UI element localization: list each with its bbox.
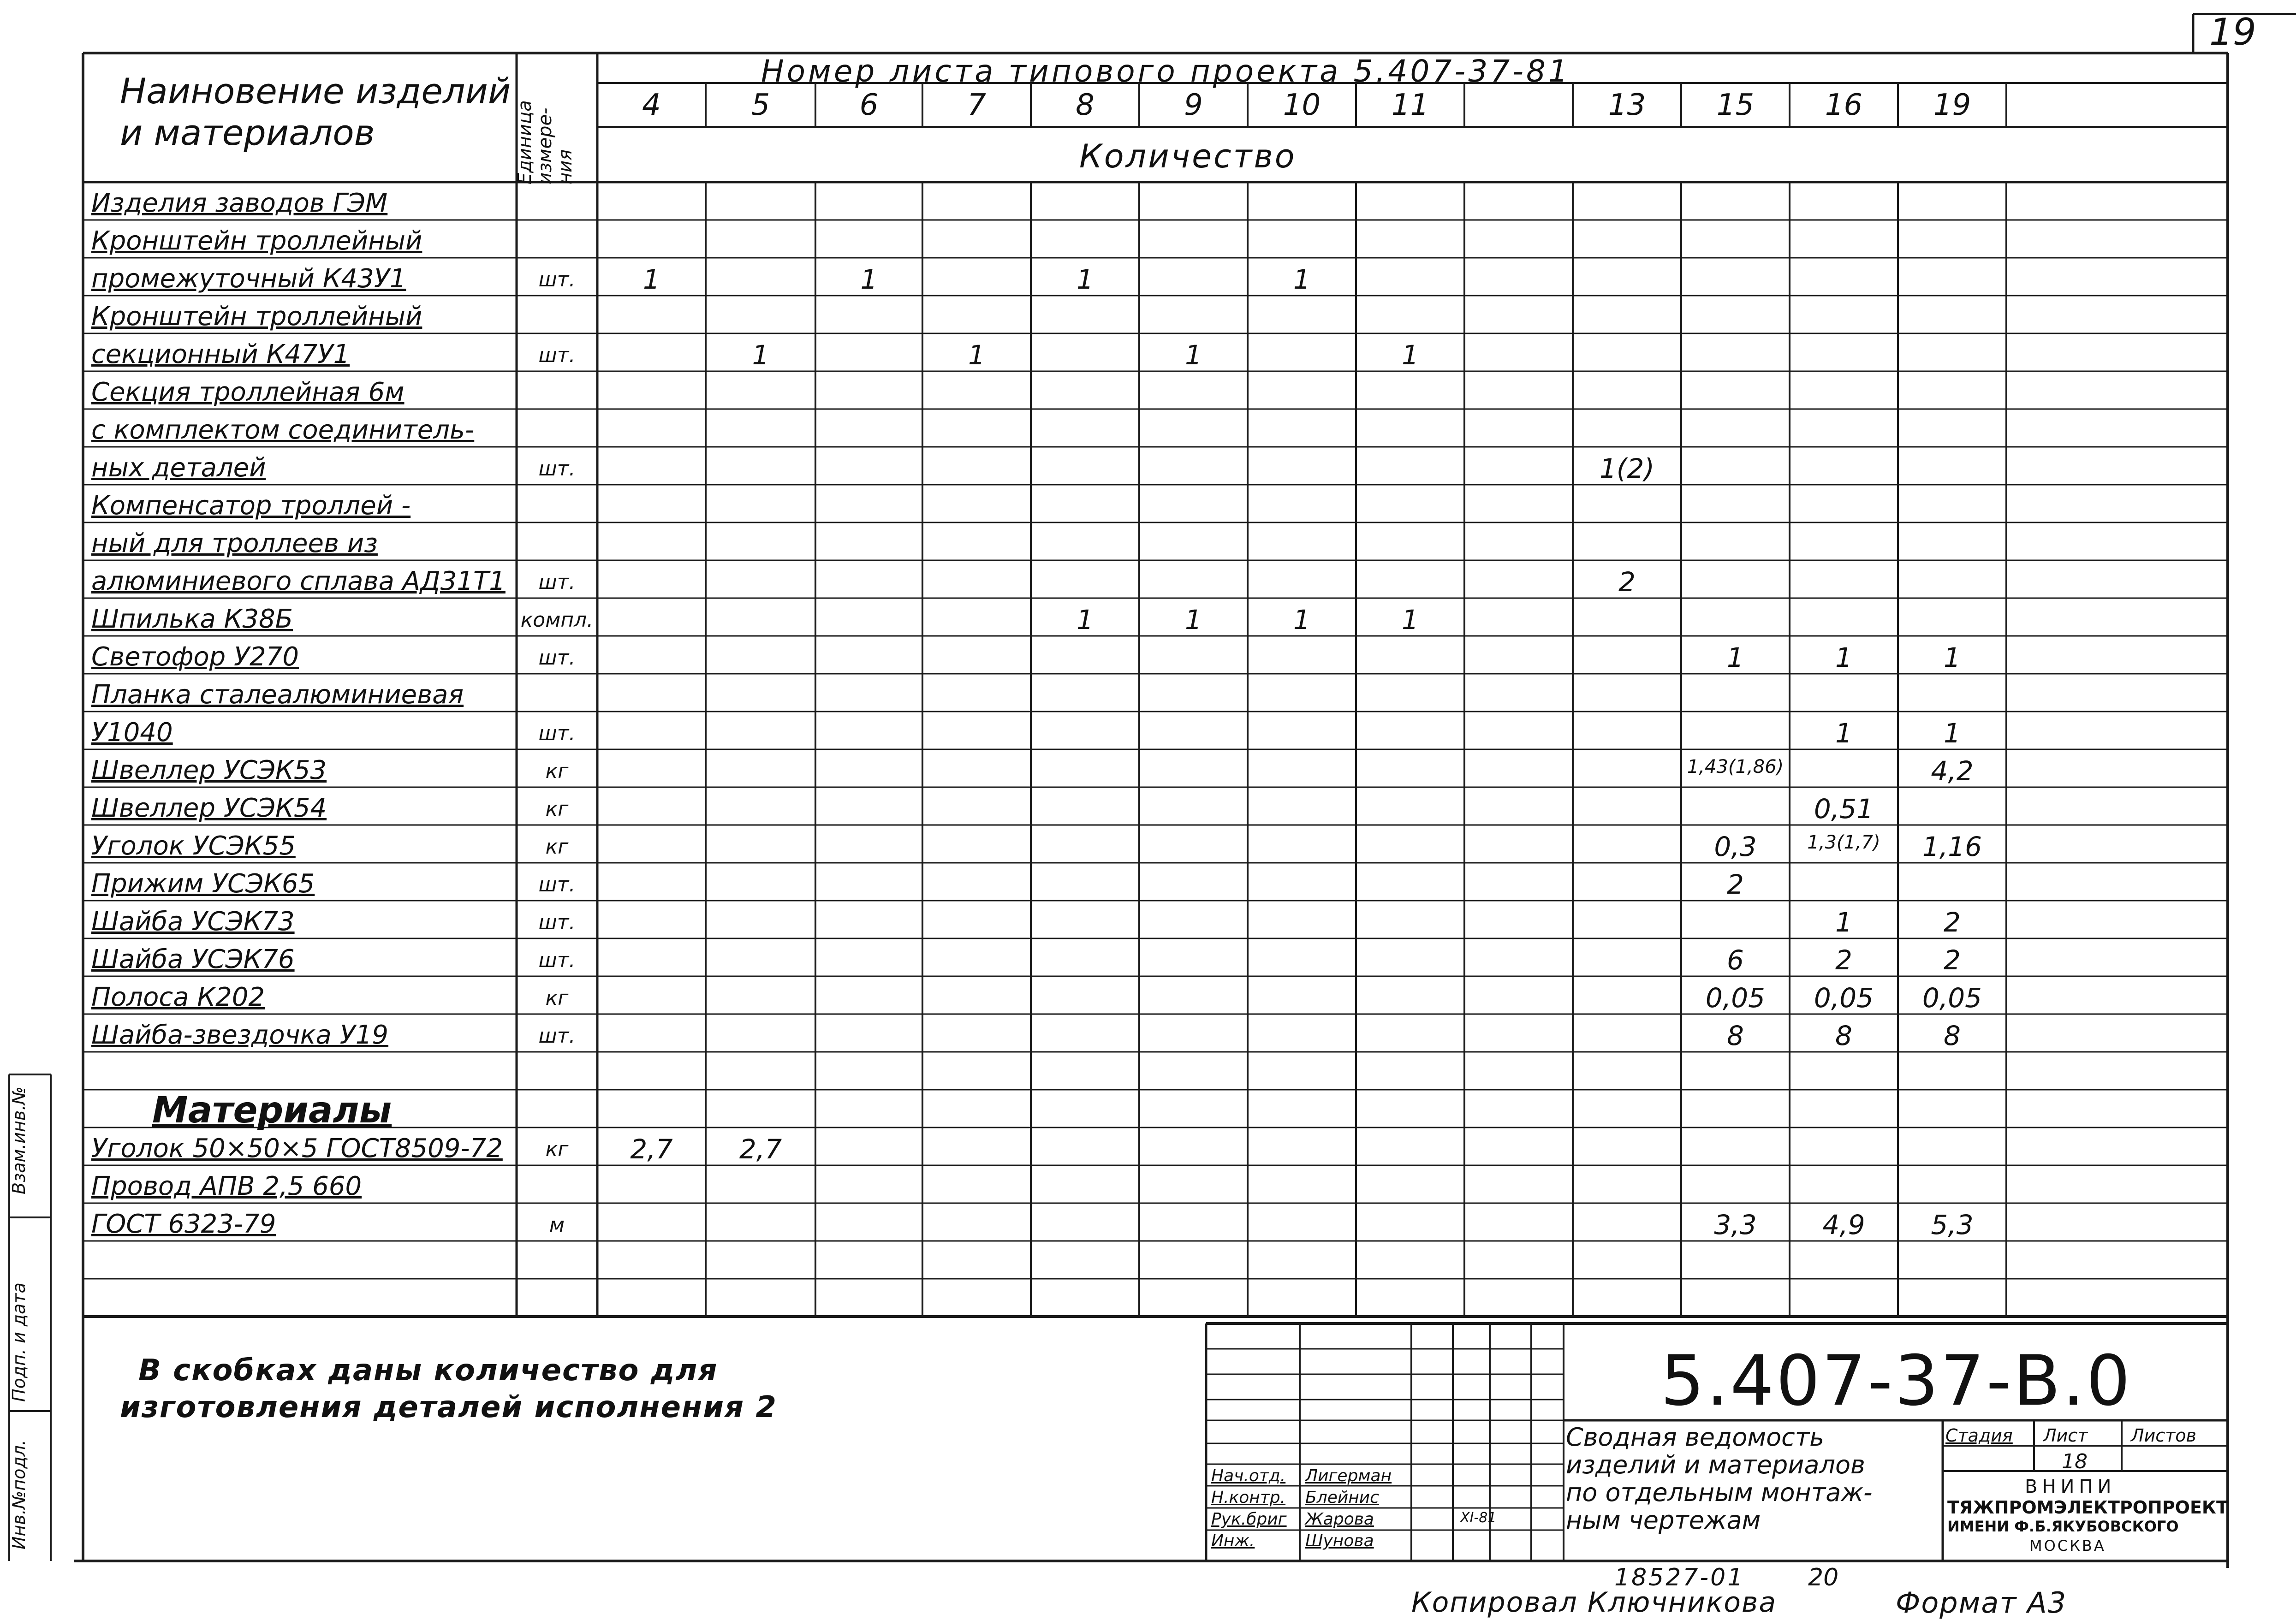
quantity-cell: 1 [1835,907,1852,938]
signer-role: Н.контр. [1211,1488,1286,1507]
item-unit: кг [545,760,569,783]
quantity-cell: 5,3 [1931,1209,1974,1240]
item-unit: м [549,1213,565,1237]
side-stamp-signature-date: Подп. и дата [9,1282,29,1402]
stage-label: Стадия [1945,1425,2013,1446]
quantity-cell: 1 [1077,604,1094,635]
sheet-number-title: Номер листа типового проекта 5.407-37-81 [761,53,1571,89]
doc-title-line-1: Сводная ведомость [1566,1423,1825,1452]
signer-date: XI-81 [1460,1510,1497,1526]
quantity-cell: 1 [1185,339,1202,371]
signer-role: Инж. [1211,1531,1255,1550]
quantity-cell: 1 [1077,264,1094,295]
paper-format: Формат А3 [1896,1586,2067,1620]
signer-name: Блейнис [1305,1488,1379,1507]
quantity-cell: 1 [1402,339,1419,371]
header-unit-line-2: измере- [535,107,556,184]
header-unit-label [516,100,575,184]
item-unit: шт. [538,911,576,934]
item-name: Уголок УСЭК55 [91,831,296,861]
item-unit: шт. [538,344,576,367]
quantity-cell: 1 [752,339,769,371]
document-code: 5.407-37-В.0 [1660,1341,2132,1421]
item-unit: шт. [538,268,576,291]
sheet-number-cell: 13 [1608,88,1646,122]
quantity-cell: 1,43(1,86) [1687,756,1784,777]
sheet-number-cell: 10 [1283,88,1321,122]
quantity-cell: 2 [1835,944,1852,976]
item-unit: кг [545,797,569,821]
item-name: Полоса К202 [91,982,265,1012]
quantity-cell: 1 [1293,604,1310,635]
item-name: с комплектом соединитель- [91,415,475,445]
header-name-line-2: и материалов [120,112,375,153]
quantity-cell: 0,3 [1714,831,1757,862]
sheet-number-cell: 7 [967,88,986,122]
org-line-2: ТЯЖПРОМЭЛЕКТРОПРОЕКТ [1947,1497,2228,1518]
quantity-cell: 8 [1835,1020,1852,1051]
header-unit-line-3: ния [555,149,576,184]
sheet-number-cell: 8 [1076,88,1094,122]
item-name: Светофор У270 [91,642,299,672]
signer-name: Лигерман [1305,1466,1392,1485]
item-name: Шайба УСЭК73 [91,907,295,937]
quantity-cell: 1 [968,339,985,371]
item-name: Кронштейн троллейный [91,302,422,332]
sheet-number-cell: 9 [1184,88,1203,122]
item-unit: кг [545,1138,569,1161]
quantity-cell: 1 [1293,264,1310,295]
sheets-label: Листов [2131,1425,2196,1446]
item-unit: шт. [538,722,576,745]
quantity-cell: 0,05 [1705,982,1766,1014]
item-unit: шт. [538,646,576,670]
quantity-cell: 1(2) [1599,453,1655,484]
side-stamp-original-inv: Инв.№подл. [9,1439,29,1549]
item-name: Шпилька К38Б [91,604,293,634]
item-unit: шт. [538,1024,576,1048]
quantity-cell: 1,16 [1922,831,1982,862]
signer-role: Нач.отд. [1211,1466,1286,1485]
quantity-cell: 1 [1835,718,1852,749]
quantity-cell: 8 [1944,1020,1961,1051]
item-name: ГОСТ 6323-79 [91,1209,276,1239]
quantity-cell: 4,9 [1822,1209,1865,1240]
item-name: Провод АПВ 2,5 660 [91,1171,362,1201]
page-number: 19 [2209,11,2256,53]
quantity-cell: 1,3(1,7) [1807,832,1880,853]
quantity-cell: 6 [1727,944,1744,976]
sheet-number-cell: 4 [642,88,661,122]
doc-title-line-2: изделий и материалов [1566,1450,1865,1479]
quantity-cell: 4,2 [1931,755,1974,787]
item-unit: компл. [520,608,594,632]
quantity-cell: 1 [1944,642,1961,673]
item-name: ных деталей [91,453,266,483]
sheet-number-cell: 16 [1825,88,1863,122]
quantity-cell: 2,7 [630,1133,673,1165]
item-name: Швеллер УСЭК54 [91,793,327,823]
item-unit: шт. [538,949,576,972]
org-line-1: ВНИПИ [2025,1476,2116,1497]
side-stamp-replacement: Взам.инв.№ [9,1086,29,1194]
quantity-label: Количество [1079,137,1297,175]
quantity-cell: 1 [1185,604,1202,635]
section-heading: Материалы [152,1090,392,1131]
quantity-cell: 8 [1727,1020,1744,1051]
item-name: Шайба-звездочка У19 [91,1020,389,1050]
signer-role: Рук.бриг [1211,1510,1287,1529]
quantity-cell: 1 [1402,604,1419,635]
note-line-2: изготовления деталей исполнения 2 [120,1390,777,1424]
archive-sheet: 20 [1808,1564,1839,1591]
quantity-cell: 1 [1835,642,1852,673]
item-name: Шайба УСЭК76 [91,944,295,974]
quantity-cell: 2 [1727,869,1744,900]
header-name-line-1: Наиновение изделий [120,71,511,112]
sheet-value: 18 [2062,1450,2088,1473]
signer-name: Жарова [1305,1510,1374,1529]
doc-title-line-3: по отдельным монтаж- [1566,1478,1873,1507]
item-name: Изделия заводов ГЭМ [91,188,388,218]
item-name: Прижим УСЭК65 [91,869,315,899]
note-line-1: В скобках даны количество для [138,1353,718,1388]
quantity-cell: 0,51 [1814,793,1874,825]
sheet-number-cell: 15 [1716,88,1755,122]
item-name: Секция троллейная 6м [91,377,404,407]
item-name: Компенсатор троллей - [91,491,411,521]
item-name: секционный К47У1 [91,339,350,369]
quantity-cell: 2,7 [739,1133,782,1165]
quantity-cell: 1 [1944,718,1961,749]
item-name: Уголок 50×50×5 ГОСТ8509-72 [91,1133,503,1163]
quantity-cell: 2 [1944,907,1961,938]
item-unit: кг [545,835,569,859]
quantity-cell: 3,3 [1714,1209,1757,1240]
item-name: Кронштейн троллейный [91,226,422,256]
quantity-cell: 2 [1618,566,1636,598]
archive-number: 18527-01 [1614,1564,1745,1591]
item-name: промежуточный К43У1 [91,264,406,294]
quantity-cell: 1 [860,264,878,295]
item-unit: шт. [538,873,576,896]
sheet-number-cell: 6 [859,88,879,122]
quantity-cell: 0,05 [1814,982,1874,1014]
item-name: Планка сталеалюминиевая [91,680,464,710]
header-unit-line-1: Единица [514,100,535,184]
item-unit: шт. [538,457,576,481]
doc-title-line-4: ным чертежам [1566,1506,1761,1535]
item-name: ный для троллеев из [91,528,378,558]
sheet-number-cell: 11 [1391,88,1429,122]
sheet-number-cell: 19 [1933,88,1971,122]
copied-by: Копировал Ключникова [1411,1586,1777,1619]
item-unit: кг [545,986,569,1010]
sheet-number-cell: 5 [751,88,770,122]
signer-name: Шунова [1305,1531,1374,1550]
quantity-cell: 2 [1944,944,1961,976]
quantity-cell: 1 [1727,642,1744,673]
org-line-4: МОСКВА [2029,1537,2106,1555]
item-name: У1040 [91,718,173,748]
item-name: Швеллер УСЭК53 [91,755,327,785]
org-line-3: ИМЕНИ Ф.Б.ЯКУБОВСКОГО [1947,1518,2179,1535]
quantity-cell: 0,05 [1922,982,1982,1014]
sheet-label: Лист [2043,1425,2088,1446]
item-unit: шт. [538,570,576,594]
item-name: алюминиевого сплава АД31Т1 [91,566,506,596]
quantity-cell: 1 [643,264,660,295]
